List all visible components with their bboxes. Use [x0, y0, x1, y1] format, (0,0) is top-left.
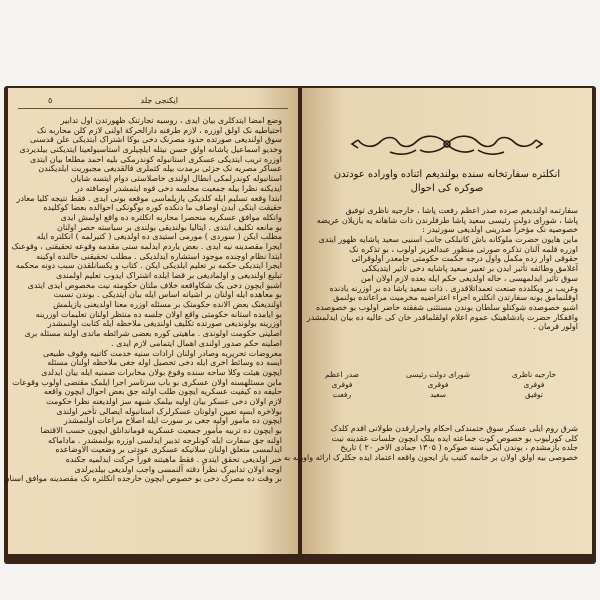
signature-line: سعید — [429, 390, 447, 399]
text-line: اوزره تریب ایتدیکی عسکری استانبوله کوندرمکی بلیه احمد مطلعا بیان ایتدی — [29, 154, 282, 164]
open-book — [4, 86, 596, 564]
text-line: اصلینی حکومت اولوندی . ماهیتی کوره بعضی شرائطه ماتدی اولنه مسئله بری — [24, 329, 282, 339]
signature-line: رفعت — [332, 390, 352, 399]
text-line: واقفکار حضرت پادشاهینک عموم اعلام اولقلماقدر خان کی عالیه ده بیان ایدلمشدر — [306, 312, 578, 322]
text-line: سوق تأثیر ایدلمهسی ، حاله اولدیغی حکم ایله بعده لازم اولان امن — [360, 273, 578, 283]
text-line: حقوقی اوار زده مکمل واول درجه حکمت حکومتی جامعدر اولوقرائی — [351, 254, 578, 264]
text-line: جلده بازمشدم ، بوندن ایکی سنه صوکره ( ۱۳۰۵ جمادی الاخر ۲۰ ) تاریخ — [340, 443, 578, 453]
text-line: شرق روم ایلی عسکر سوق ختمندکی احکام واحرارقدن طولانی اقدم کلدک — [330, 424, 578, 433]
header-rule — [18, 108, 288, 109]
text-line: بو ایچون ده تربیه مأمور جمعیت عسکریه قوماندانلق ایچون حسب الاقتضا — [40, 426, 282, 435]
text-line: ایچون هیئت وکلا ساحه سنده وقوع بولان مخابرات ضمنیه ایله بیان ایدلدی — [41, 367, 282, 377]
text-line: اشبو ایچون دخی یک شکاواقعه خلاف ملتان حکومته نیت مخصوص ایدی ایتدی — [27, 280, 282, 290]
text-line: احتیاطیه نک اولق اوزره ، لازم طرفنه دارالحرکة اولنی لازم کلن محاربه نک — [36, 125, 282, 135]
text-line: سوق اولندیغی صورتده حدود مصرنک دخی بوکا اشتراک ایتدیکی علن قدسنی — [30, 135, 282, 145]
left-page-text — [3, 116, 282, 484]
text-line: تبلیغ اولندیغی و اولمادیغی بر قضا ایلده اشتراک ایدوب تعلیم اولمندی — [55, 271, 282, 280]
text-line: استانبوله کوندرلمکی ابطال اولندی خاصلاستی دوام ایتسه شایان — [70, 174, 282, 184]
text-line: وضع امضا ایتدکلری بیان ایدی ، روسیه تجارتنک ظهورتدن اول تدابیر — [60, 116, 282, 125]
text-line: وخدیو اسماعیل پاشانه اولق حسن نیتله ایلچیلری استاسبولعینا ایتدیکنی بیلدیردی — [19, 145, 282, 155]
text-line: لازم اولان دخی عسکر بیان اولیه بیلمک شبهه سز اولدیغنه نظرا حکومت — [46, 396, 282, 406]
text-line: سفارتمه اولندیغم صرده صدر اعظم رفعت پاشا ، خارجیه ناظری توفیق — [345, 206, 578, 215]
text-line: بو معاهده ایله اولنان بر اشیانه اساس ایله بیان ایتدیکی . بوندن نسبت — [53, 290, 282, 300]
text-line: کلی کورلیوب بو خصوص کوت جماعته ایده بیلک ایچون جلسات عقدینه نیت — [331, 433, 578, 443]
page-header — [18, 96, 288, 110]
signature — [302, 370, 382, 400]
text-line: خصوصی بیه اولق اولان بر خانمه کتیب یاز ایجون واقعه اعتماد ایده جکلرک ارائه واورنه به — [283, 453, 578, 463]
signature — [494, 370, 574, 400]
text-line: خصوصیه نک مؤخراً صدرینی اولدیغی سورتیدر : — [422, 225, 578, 235]
text-line: ایچون ده مأمور اولیه جغی بر سورت ایله اصلاح مراعات اولنمشدر — [63, 416, 282, 426]
text-line: ایدلمسی متعلق اولنان سلانیکه عسکری عودتی بر وضعیت الاوضاعده — [55, 445, 282, 455]
text-line: بو مانعه تکلیف ایتدی . ایتالیا بولندیقی بولندی بر سیاسته حصر اولنان — [56, 222, 282, 232]
text-line: ماین مسئلهسنه اولان عسکری بو باب سرتاسر اجرا ایلمک مقتضی اولوب وقوعات — [12, 377, 282, 387]
text-line: بر وقت ده مصرک دخی بو خصوص ایچون خارجده انکلتره نک مقصدینه موافق اسنان — [3, 474, 282, 484]
text-line: وغریب بر ویکلدده صنعت تعمداتلاقدری . ذات سعید پاشا ده بر اوزرنه یادنده — [329, 283, 578, 293]
signature-line: فوقری — [427, 380, 449, 389]
text-line: ماین هایون حضرت ملوکانه باش کاتبلکی جانب اسنیی سعید پاشایه ظهور ایتدی — [318, 235, 578, 245]
signatures-block — [320, 370, 578, 410]
text-line: انکلتره سفارتخانه سنده بولندیغم اثناده واوراده عودتدن — [333, 169, 561, 180]
text-line: اولندیغنک بعض الانده حکومتک بر مسئله اوزره معنا اولدیغنی یازیلمش — [53, 300, 282, 310]
text-line: اوزره قلمه آلنان تذکره صورتی منظور عبدالعزیز اولوب ، بو تذکره نک — [349, 244, 578, 254]
section-title — [316, 168, 578, 196]
text-line: معروضات تحریریه وصادر اولنان ارادات سنیه خدمت کاتبیه وقوف طبیعی — [43, 348, 282, 358]
text-line: اوقلنمامق بونه سفارتدن انکلتره اجراء اعتراضیه مخرمیت مراعاتده بولنمق — [333, 293, 578, 303]
text-line: ابتدا نظام اوچنده موجود استشاره ایدلدیکی . مطلب تحقیقنی حالنده اوکینه — [36, 251, 282, 261]
page-number: ٥ — [48, 96, 53, 105]
right-page-text — [306, 206, 578, 332]
text-line: حقیقت ایتکی ایدن اوصاف ما دنکده کوره بوگونکی احوالده بعضا کوکلیده — [43, 203, 282, 213]
signature-line: شورای دولت رئیسی — [405, 370, 471, 379]
text-line: عساکر مصریه نک جزئی برمدت بیله کتملری قالقدیغی مجبوریت ایلدیکندن — [38, 164, 282, 174]
text-line: حلیفه ده کیفیت عسکریه ایچون طلب اولنه جق بعض احوال ایچون واقعه — [43, 387, 282, 397]
text-line: وانکله موافق عسکریه منحصرا محاربه انکلتره ده واقع اولمش ایدی — [60, 212, 282, 222]
signature — [398, 370, 478, 400]
signature-line: فوقری — [331, 380, 353, 389]
text-line: اشبو خصوصده شوکتلو سلطان بوندن مستثنی شفقته حاضر اولوب بو خصوصده — [316, 302, 578, 312]
text-line: ایسه ده وسائط اخری ایله دخی تحصیل اوله جغی ملاحظه اولنان مسئله — [47, 358, 282, 368]
text-line: اوزرینه بولوندیغی صورتده تکلیف اولندیغی ملاحظه ایله کتابت اولنمشدر — [47, 319, 282, 329]
signature-line: توفیق — [524, 390, 544, 399]
text-line: ایجرا مقصدینه نیه ایدی . بعض یاردم ایدلمه سنی مقدمه وقوعه تحقیقنی ، وقوعنک — [11, 241, 282, 251]
text-line: پاشا ، شورای دولت رئیسی سعید پاشا طرفلرندن ذات شاهانه یه یازیلان عریضه — [316, 215, 578, 225]
text-line: بولاخره ایسه تعیین اولونان عسکرلرک استانبوله ایصالی تأخیر اولندی — [56, 406, 282, 416]
text-line: آغلامق وظائفه تأثیر ایدن بر تعبیر سعید پاشایه دخی تأثیر ایتدیککی — [361, 264, 578, 274]
text-line: ابتدا وقعه تسلیم ایله کلدیکی یازیلماسی موقعه بونی ایدی . فقط نتیجه کلیا معادر — [16, 193, 282, 203]
text-line: مطلب ایکن ( سوردی ) مورمی استیدی ده اولدیغی ( کتیرلمه ) انکلتره ایله — [36, 232, 282, 242]
text-line: اولنه جق سفارت ایله کونلرجه تدبیر ایدلسی اوزره بولنمشدر . ماداماکه — [48, 435, 282, 445]
signature-line: صدر اعظم — [324, 370, 359, 379]
text-line: بو ایامده استانه حکومتی واقع اولان جلسه ده منتظر اولنان تعلیمات اوزرینه — [35, 309, 282, 319]
running-head: ایکنجی جلد — [140, 96, 178, 105]
signature-line: فوقری — [523, 380, 545, 389]
text-line: خبر اولدیغی تحقق ایتدی . فقط ماهیتنه فوراً حرکت ایدلمیه جکنده — [65, 455, 282, 465]
text-line: ایدیکنه نظرا بیله جمعیت مجلسه دخی قوه ایتمشدر اوصافته در — [75, 183, 282, 193]
left-page — [3, 88, 298, 554]
signature-line: خارجیه ناظری — [511, 370, 557, 379]
text-line: اصلینه حکم صدور اولندی اهمال ایتمامی لازم ایدی . — [111, 338, 282, 348]
text-line: اولور فرمان . — [533, 322, 578, 332]
decorative-headpiece-ornament — [350, 132, 544, 156]
right-page-text-continued — [283, 424, 578, 463]
text-line: اوجه اولان تدابیرک نظراً دقته آلنمسی واجب اولدیغی بیلدیرلدی — [74, 464, 282, 474]
text-line: ایجرا ایتدیکی حکمه بر تعلیم ایلدیکی ایکن . کتاب و یکسانلقدن سبب دونه محکمه — [15, 261, 282, 271]
right-page — [283, 88, 592, 554]
text-line: صوکره کی احوال — [410, 183, 484, 194]
